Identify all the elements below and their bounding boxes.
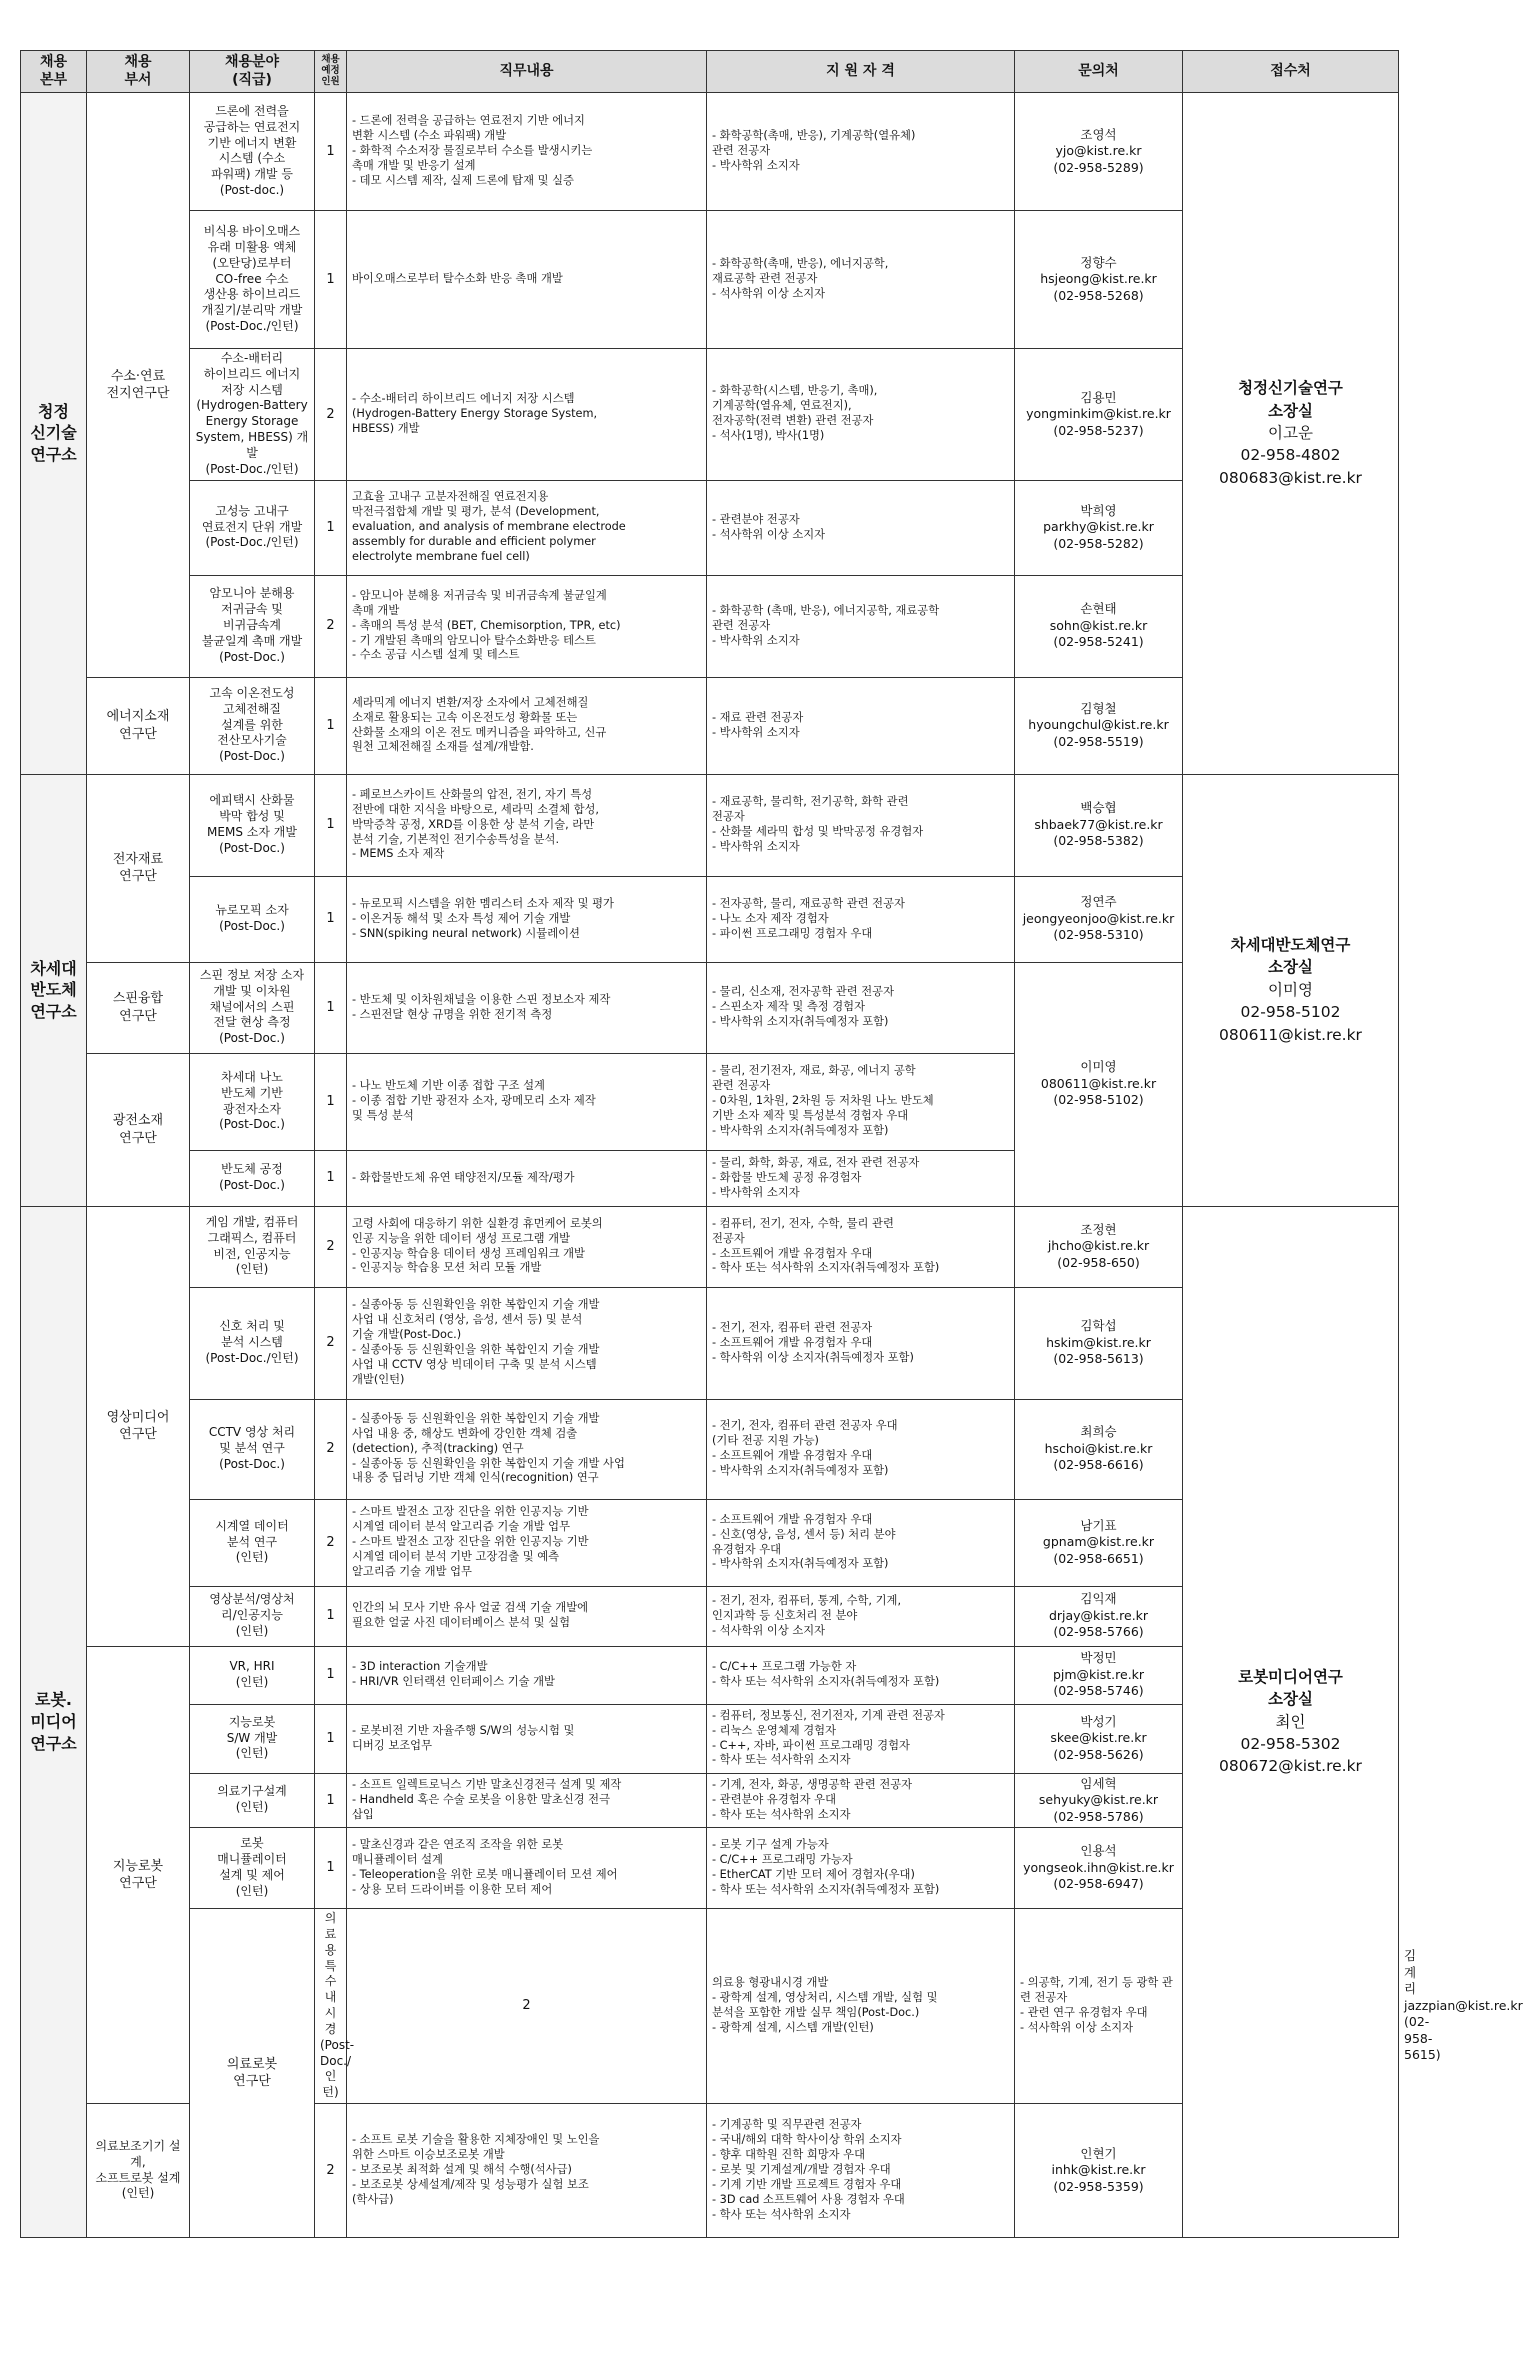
- duty-cell: - 반도체 및 이차원채널을 이용한 스핀 정보소자 제작 - 스핀전달 현상 규명을 위한 전기적 측정: [347, 962, 707, 1053]
- department-cell: 지능로봇 연구단: [87, 1646, 190, 2103]
- header-field: 채용분야 (직급): [190, 51, 315, 93]
- field-cell: 신호 처리 및 분석 시스템 (Post-Doc./인턴): [190, 1287, 315, 1399]
- department-cell: 에너지소재 연구단: [87, 677, 190, 774]
- qualification-cell: - 화학공학(촉매, 반응), 에너지공학, 재료공학 관련 전공자 - 석사학위 이상 소지자: [707, 210, 1015, 348]
- headcount-cell: 1: [315, 962, 347, 1053]
- duty-cell: - 말초신경과 같은 연조직 조작을 위한 로봇 매니퓰레이터 설계 - Teleoperation을 위한 로봇 매니퓰레이터 모션 제어 - 상용 모터 드라이버를 이용한 모터 제어: [347, 1828, 707, 1909]
- headcount-cell: 2: [315, 1206, 347, 1287]
- table-body: [21, 92, 1523, 2237]
- qualification-cell: - 소프트웨어 개발 유경험자 우대 - 신호(영상, 음성, 센서 등) 처리 분야 유경험자 우대 - 박사학위 소지자(취득예정자 포함): [707, 1499, 1015, 1586]
- qualification-cell: - 물리, 화학, 화공, 재료, 전자 관련 전공자 - 화합물 반도체 공정 유경험자 - 박사학위 소지자: [707, 1150, 1015, 1206]
- contact-cell: 박성기 skee@kist.re.kr (02-958-5626): [1015, 1704, 1183, 1773]
- duty-cell: - 뉴로모픽 시스템을 위한 멤리스터 소자 제작 및 평가 - 이온거동 해석 및 소자 특성 제어 기술 개발 - SNN(spiking neural network) 시뮬레이션: [347, 876, 707, 962]
- contact-cell: 손현태 sohn@kist.re.kr (02-958-5241): [1015, 575, 1183, 677]
- contact-cell: 최희승 hschoi@kist.re.kr (02-958-6616): [1015, 1399, 1183, 1499]
- contact-cell: 김익재 drjay@kist.re.kr (02-958-5766): [1015, 1586, 1183, 1646]
- duty-cell: - 소프트 일렉트로닉스 기반 말초신경전극 설계 및 제작 - Handheld 혹은 수술 로봇을 이용한 말초신경 전극 삽입: [347, 1773, 707, 1828]
- field-cell: 지능로봇 S/W 개발 (인턴): [190, 1704, 315, 1773]
- headcount-cell: 1: [315, 1586, 347, 1646]
- headcount-cell: 1: [315, 1773, 347, 1828]
- headcount-cell: 1: [315, 1646, 347, 1704]
- field-cell: CCTV 영상 처리 및 분석 연구 (Post-Doc.): [190, 1399, 315, 1499]
- field-cell: 차세대 나노 반도체 기반 광전자소자 (Post-Doc.): [190, 1053, 315, 1150]
- qualification-cell: - 화학공학(촉매, 반응), 기계공학(열유체) 관련 전공자 - 박사학위 소지자: [707, 92, 1015, 210]
- headcount-cell: 1: [315, 677, 347, 774]
- qualification-cell: - 화학공학 (촉매, 반응), 에너지공학, 재료공학 관련 전공자 - 박사학위 소지자: [707, 575, 1015, 677]
- headcount-cell: 1: [315, 92, 347, 210]
- table-row: [21, 774, 1399, 876]
- duty-cell: - 드론에 전력을 공급하는 연료전지 기반 에너지 변환 시스템 (수소 파워팩) 개발 - 화학적 수소저장 물질로부터 수소를 발생시키는 촉매 개발 및 반응기 설계 - 데모 시스템 제작, 실제 드론에 탑재 및 실증: [347, 92, 707, 210]
- division-cell: 로봇. 미디어 연구소: [21, 1206, 87, 2237]
- contact-cell: 김형철 hyoungchul@kist.re.kr (02-958-5519): [1015, 677, 1183, 774]
- field-cell: 의료기구설계 (인턴): [190, 1773, 315, 1828]
- recruitment-table-container: [20, 50, 1523, 2238]
- reception-cell: 로봇미디어연구 소장실 최인 02-958-5302 080672@kist.re.kr: [1183, 1206, 1399, 2237]
- contact-cell: 남기표 gpnam@kist.re.kr (02-958-6651): [1015, 1499, 1183, 1586]
- duty-cell: 인간의 뇌 모사 기반 유사 얼굴 검색 기술 개발에 필요한 얼굴 사진 데이터베이스 분석 및 실험: [347, 1586, 707, 1646]
- field-cell: 뉴로모픽 소자 (Post-Doc.): [190, 876, 315, 962]
- contact-cell: 조정현 jhcho@kist.re.kr (02-958-650): [1015, 1206, 1183, 1287]
- headcount-cell: 1: [315, 1053, 347, 1150]
- field-cell: 드론에 전력을 공급하는 연료전지 기반 에너지 변환 시스템 (수소 파워팩) 개발 등 (Post-doc.): [190, 92, 315, 210]
- division-cell: 청정 신기술 연구소: [21, 92, 87, 774]
- header-duty: 직무내용: [347, 51, 707, 93]
- field-cell: 영상분석/영상처 리/인공지능 (인턴): [190, 1586, 315, 1646]
- headcount-cell: 1: [315, 1704, 347, 1773]
- qualification-cell: - 기계공학 및 직무관련 전공자 - 국내/해외 대학 학사이상 학위 소지자 - 향후 대학원 진학 희망자 우대 - 로봇 및 기계설계/개발 경험자 우대 - 기계 기반 개발 프로젝트 경험자 우대 - 3D cad 소프트웨어 사용 경험자 우대 - 학사 또는 석사학위 소지자: [707, 2104, 1015, 2238]
- contact-cell: 정향수 hsjeong@kist.re.kr (02-958-5268): [1015, 210, 1183, 348]
- duty-cell: - 3D interaction 기술개발 - HRI/VR 인터랙션 인터페이스 기술 개발: [347, 1646, 707, 1704]
- headcount-cell: 1: [315, 876, 347, 962]
- qualification-cell: - 컴퓨터, 전기, 전자, 수학, 물리 관련 전공자 - 소프트웨어 개발 유경험자 우대 - 학사 또는 석사학위 소지자(취득예정자 포함): [707, 1206, 1015, 1287]
- duty-cell: - 로봇비전 기반 자율주행 S/W의 성능시험 및 디버깅 보조업무: [347, 1704, 707, 1773]
- field-cell: 비식용 바이오매스 유래 미활용 액체 (오탄당)로부터 CO-free 수소 생산용 하이브리드 개질기/분리막 개발 (Post-Doc./인턴): [190, 210, 315, 348]
- field-cell: 고성능 고내구 연료전지 단위 개발 (Post-Doc./인턴): [190, 480, 315, 575]
- headcount-cell: 2: [347, 1909, 707, 2104]
- department-cell: 수소·연료 전지연구단: [87, 92, 190, 677]
- duty-cell: - 수소-배터리 하이브리드 에너지 저장 시스템 (Hydrogen-Battery Energy Storage System, HBESS) 개발: [347, 348, 707, 480]
- headcount-cell: 2: [315, 575, 347, 677]
- header-recv: 접수처: [1183, 51, 1399, 93]
- headcount-cell: 2: [315, 348, 347, 480]
- field-cell: 시계열 데이터 분석 연구 (인턴): [190, 1499, 315, 1586]
- reception-cell: 차세대반도체연구 소장실 이미영 02-958-5102 080611@kist.re.kr: [1183, 774, 1399, 1206]
- division-cell: 차세대 반도체 연구소: [21, 774, 87, 1206]
- qualification-cell: - 전기, 전자, 컴퓨터, 통계, 수학, 기계, 인지과학 등 신호처리 전 분야 - 석사학위 이상 소지자: [707, 1586, 1015, 1646]
- contact-cell: 박희영 parkhy@kist.re.kr (02-958-5282): [1015, 480, 1183, 575]
- headcount-cell: 1: [315, 774, 347, 876]
- qualification-cell: - 관련분야 전공자 - 석사학위 이상 소지자: [707, 480, 1015, 575]
- qualification-cell: - 의공학, 기계, 전기 등 광학 관련 전공자 - 관련 연구 유경험자 우대 - 석사학위 이상 소지자: [1015, 1909, 1183, 2104]
- contact-cell: 김학섭 hskim@kist.re.kr (02-958-5613): [1015, 1287, 1183, 1399]
- contact-cell: 이미영 080611@kist.re.kr (02-958-5102): [1015, 962, 1183, 1206]
- field-cell: 게임 개발, 컴퓨터 그래픽스, 컴퓨터 비전, 인공지능 (인턴): [190, 1206, 315, 1287]
- duty-cell: - 스마트 발전소 고장 진단을 위한 인공지능 기반 시계열 데이터 분석 알고리즘 기술 개발 업무 - 스마트 발전소 고장 진단을 위한 인공지능 기반 시계열 데이터 분석 기반 고장검출 및 예측 알고리즘 기술 개발 업무: [347, 1499, 707, 1586]
- qualification-cell: - 화학공학(시스템, 반응기, 촉매), 기계공학(열유체, 연료전지), 전자공학(전력 변환) 관련 전공자 - 석사(1명), 박사(1명): [707, 348, 1015, 480]
- duty-cell: 고령 사회에 대응하기 위한 실환경 휴먼케어 로봇의 인공 지능을 위한 데이터 생성 프로그램 개발 - 인공지능 학습용 데이터 생성 프레임워크 개발 - 인공지능 학습용 모션 처리 모듈 개발: [347, 1206, 707, 1287]
- duty-cell: 세라믹계 에너지 변환/저장 소자에서 고체전해질 소재로 활용되는 고속 이온전도성 황화물 또는 산화물 소재의 이온 전도 메커니즘을 파악하고, 신규 원천 고체전해질 소재를 설계/개발함.: [347, 677, 707, 774]
- duty-cell: - 실종아동 등 신원확인을 위한 복합인지 기술 개발 사업 내용 중, 해상도 변화에 강인한 객체 검출 (detection), 추적(tracking) 연구 - 실종아동 등 신원확인을 위한 복합인지 기술 개발 사업 내용 중 딥러닝 기반 객체 인식(recognition) 연구: [347, 1399, 707, 1499]
- qualification-cell: - 물리, 전기전자, 재료, 화공, 에너지 공학 관련 전공자 - 0차원, 1차원, 2차원 등 저차원 나노 반도체 기반 소자 제작 및 특성분석 경험자 우대 - 박사학위 소지자(취득예정자 포함): [707, 1053, 1015, 1150]
- contact-cell: 임세혁 sehyuky@kist.re.kr (02-958-5786): [1015, 1773, 1183, 1828]
- department-cell: 영상미디어 연구단: [87, 1206, 190, 1646]
- qualification-cell: - C/C++ 프로그램 가능한 자 - 학사 또는 석사학위 소지자(취득예정자 포함): [707, 1646, 1015, 1704]
- header-count: 채용 예정 인원: [315, 51, 347, 93]
- qualification-cell: - 컴퓨터, 정보통신, 전기전자, 기계 관련 전공자 - 리눅스 운영체제 경험자 - C++, 자바, 파이썬 프로그래밍 경험자 - 학사 또는 석사학위 소지자: [707, 1704, 1015, 1773]
- headcount-cell: 2: [315, 1499, 347, 1586]
- table-row: 의료로봇 연구단 의료용 특수내시경 (Post-Doc./인턴) 2 의료용 형광내시경 개발 - 광학계 설계, 영상처리, 시스템 개발, 실험 및 분석을 포함한 개발 실무 책임(Post-Doc.) - 광학계 설계, 시스템 개발(인턴) - 의공학, 기계, 전기 등 광학 관련 전공자 - 관련 연구 유경험자 우대 - 석사학위 이상 소지자 김계리 jazzpian@kist.re.kr (02-958-5615): [21, 1909, 1399, 2104]
- qualification-cell: - 로봇 기구 설계 가능자 - C/C++ 프로그래밍 가능자 - EtherCAT 기반 모터 제어 경험자(우대) - 학사 또는 석사학위 소지자(취득예정자 포함): [707, 1828, 1015, 1909]
- qualification-cell: - 전기, 전자, 컴퓨터 관련 전공자 - 소프트웨어 개발 유경험자 우대 - 학사학위 이상 소지자(취득예정자 포함): [707, 1287, 1015, 1399]
- department-cell: 전자재료 연구단: [87, 774, 190, 962]
- contact-cell: 정연주 jeongyeonjoo@kist.re.kr (02-958-5310): [1015, 876, 1183, 962]
- field-cell: 의료보조기기 설계, 소프트로봇 설계 (인턴): [87, 2104, 190, 2238]
- contact-cell: 인용석 yongseok.ihn@kist.re.kr (02-958-6947): [1015, 1828, 1183, 1909]
- qualification-cell: - 물리, 신소재, 전자공학 관련 전공자 - 스핀소자 제작 및 측정 경험자 - 박사학위 소지자(취득예정자 포함): [707, 962, 1015, 1053]
- duty-cell: - 소프트 로봇 기술을 활용한 지체장애인 및 노인을 위한 스마트 이승보조로봇 개발 - 보조로봇 최적화 설계 및 해석 수행(석사급) - 보조로봇 상세설계/제작 및 성능평가 실험 보조 (학사급): [347, 2104, 707, 2238]
- field-cell: 로봇 매니퓰레이터 설계 및 제어 (인턴): [190, 1828, 315, 1909]
- contact-cell: 조영석 yjo@kist.re.kr (02-958-5289): [1015, 92, 1183, 210]
- reception-cell: 청정신기술연구 소장실 이고운 02-958-4802 080683@kist.re.kr: [1183, 92, 1399, 774]
- duty-cell: - 나노 반도체 기반 이종 접합 구조 설계 - 이종 접합 기반 광전자 소자, 광메모리 소자 제작 및 특성 분석: [347, 1053, 707, 1150]
- field-cell: 스핀 정보 저장 소자 개발 및 이차원 채널에서의 스핀 전달 현상 측정 (Post-Doc.): [190, 962, 315, 1053]
- contact-cell: 김용민 yongminkim@kist.re.kr (02-958-5237): [1015, 348, 1183, 480]
- headcount-cell: 1: [315, 1828, 347, 1909]
- table-row: [21, 92, 1399, 210]
- department-cell: 스핀융합 연구단: [87, 962, 190, 1053]
- headcount-cell: 2: [315, 2104, 347, 2238]
- field-cell: 수소-배터리 하이브리드 에너지 저장 시스템 (Hydrogen-Battery Energy Storage System, HBESS) 개발 (Post-Doc./인턴): [190, 348, 315, 480]
- field-cell: VR, HRI (인턴): [190, 1646, 315, 1704]
- contact-cell: 인현기 inhk@kist.re.kr (02-958-5359): [1015, 2104, 1183, 2238]
- duty-cell: - 실종아동 등 신원확인을 위한 복합인지 기술 개발 사업 내 신호처리 (영상, 음성, 센서 등) 및 분석 기술 개발(Post-Doc.) - 실종아동 등 신원확인을 위한 복합인지 기술 개발 사업 내 CCTV 영상 빅데이터 구축 및 분석 시스템 개발(인턴): [347, 1287, 707, 1399]
- qualification-cell: - 재료공학, 물리학, 전기공학, 화학 관련 전공자 - 산화물 세라믹 합성 및 박막공정 유경험자 - 박사학위 소지자: [707, 774, 1015, 876]
- field-cell: 에피택시 산화물 박막 합성 및 MEMS 소자 개발 (Post-Doc.): [190, 774, 315, 876]
- table-row: [21, 1206, 1399, 1287]
- headcount-cell: 1: [315, 480, 347, 575]
- duty-cell: 고효율 고내구 고분자전해질 연료전지용 막전극접합체 개발 및 평가, 분석 (Development, evaluation, and analysis of membrane electrode assembly for durable and efficient polymer electrolyte membrane fuel cell): [347, 480, 707, 575]
- field-cell: 고속 이온전도성 고체전해질 설계를 위한 전산모사기술 (Post-Doc.): [190, 677, 315, 774]
- headcount-cell: 2: [315, 1287, 347, 1399]
- duty-cell: - 암모니아 분해용 저귀금속 및 비귀금속계 불균일계 촉매 개발 - 촉매의 특성 분석 (BET, Chemisorption, TPR, etc) - 기 개발된 촉매의 암모니아 탈수소화반응 테스트 - 수소 공급 시스템 설계 및 테스트: [347, 575, 707, 677]
- headcount-cell: 1: [315, 1150, 347, 1206]
- department-cell: 광전소재 연구단: [87, 1053, 190, 1206]
- duty-cell: 의료용 형광내시경 개발 - 광학계 설계, 영상처리, 시스템 개발, 실험 및 분석을 포함한 개발 실무 책임(Post-Doc.) - 광학계 설계, 시스템 개발(인턴): [707, 1909, 1015, 2104]
- recruitment-table: [20, 50, 1523, 2238]
- header-row: [21, 51, 1399, 93]
- qualification-cell: - 재료 관련 전공자 - 박사학위 소지자: [707, 677, 1015, 774]
- header-qual: 지 원 자 격: [707, 51, 1015, 93]
- header-dept: 채용 부서: [87, 51, 190, 93]
- headcount-cell: 2: [315, 1399, 347, 1499]
- field-cell: 반도체 공정 (Post-Doc.): [190, 1150, 315, 1206]
- field-cell: 암모니아 분해용 저귀금속 및 비귀금속계 불균일계 촉매 개발 (Post-Doc.): [190, 575, 315, 677]
- duty-cell: 바이오매스로부터 탈수소화 반응 촉매 개발: [347, 210, 707, 348]
- header-hq: 채용 본부: [21, 51, 87, 93]
- duty-cell: - 페로브스카이트 산화물의 압전, 전기, 자기 특성 전반에 대한 지식을 바탕으로, 세라믹 소결체 합성, 박막증착 공정, XRD를 이용한 상 분석 기술, 라만 분석 기술, 기본적인 전기수송특성을 분석. - MEMS 소자 제작: [347, 774, 707, 876]
- field-cell: 의료용 특수내시경 (Post-Doc./인턴): [315, 1909, 347, 2104]
- duty-cell: - 화합물반도체 유연 태양전지/모듈 제작/평가: [347, 1150, 707, 1206]
- headcount-cell: 1: [315, 210, 347, 348]
- qualification-cell: - 기계, 전자, 화공, 생명공학 관련 전공자 - 관련분야 유경험자 우대 - 학사 또는 석사학위 소지자: [707, 1773, 1015, 1828]
- qualification-cell: - 전자공학, 물리, 재료공학 관련 전공자 - 나노 소자 제작 경험자 - 파이썬 프로그래밍 경험자 우대: [707, 876, 1015, 962]
- qualification-cell: - 전기, 전자, 컴퓨터 관련 전공자 우대 (기타 전공 지원 가능) - 소프트웨어 개발 유경험자 우대 - 박사학위 소지자(취득예정자 포함): [707, 1399, 1015, 1499]
- header-contact: 문의처: [1015, 51, 1183, 93]
- department-cell: 의료로봇 연구단: [190, 1909, 315, 2238]
- contact-cell: 백승협 shbaek77@kist.re.kr (02-958-5382): [1015, 774, 1183, 876]
- contact-cell: 박정민 pjm@kist.re.kr (02-958-5746): [1015, 1646, 1183, 1704]
